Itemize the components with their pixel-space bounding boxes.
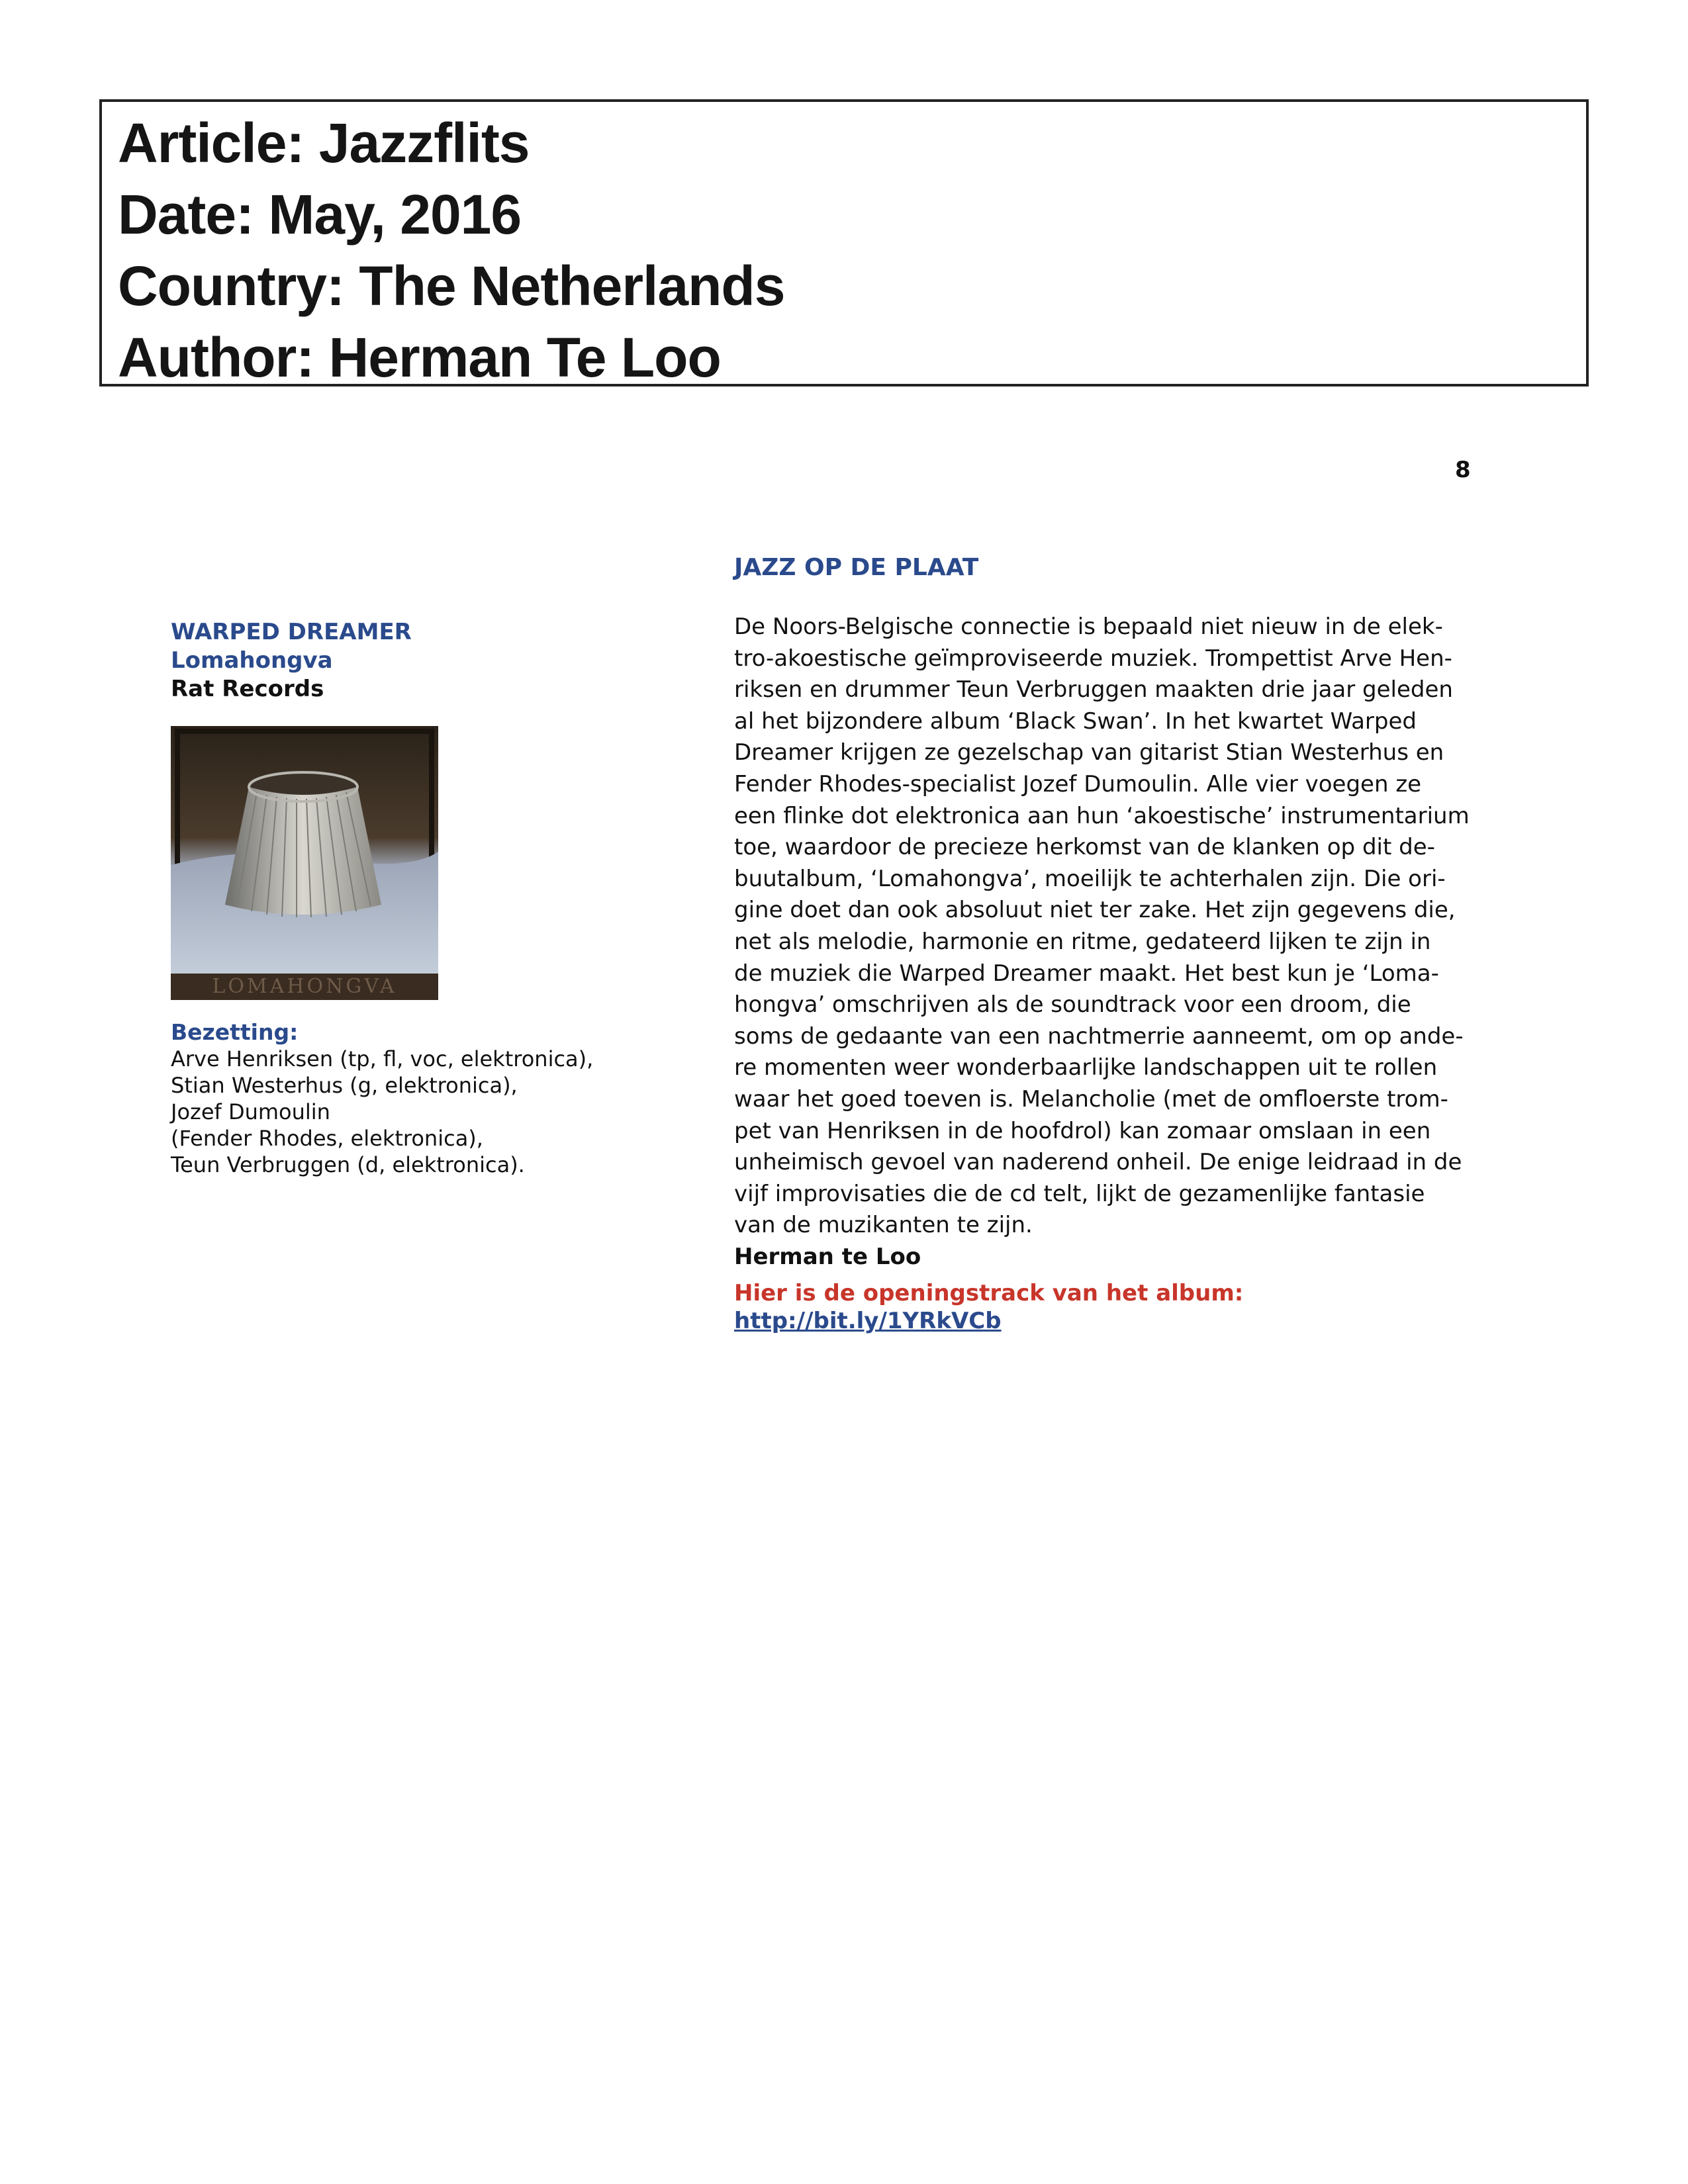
review-line: gine doet dan ook absoluut niet ter zake. Het zijn gegevens die, (734, 897, 1456, 924)
lineup-line: (Fender Rhodes, elektronica), (171, 1126, 483, 1151)
review-line: soms de gedaante van een nachtmerrie aanneemt, om op ande- (734, 1023, 1464, 1050)
review-line: unheimisch gevoel van naderend onheil. De enige leidraad in de (734, 1149, 1462, 1176)
review-line: tro-akoestische geïmproviseerde muziek. Trompettist Arve Hen- (734, 645, 1452, 672)
album-cover-artwork (171, 726, 438, 974)
review-body (734, 612, 1515, 1242)
album-title: Lomahongva (171, 647, 333, 674)
lineup-title: Bezetting: (171, 1019, 299, 1045)
album-cover-image (171, 726, 438, 1000)
review-line: van de muzikanten te zijn. (734, 1212, 1033, 1239)
review-line: toe, waardoor de precieze herkomst van de klanken op dit de- (734, 834, 1435, 861)
opening-track-callout: Hier is de openingstrack van het album: (734, 1279, 1244, 1306)
lineup (171, 1019, 674, 1178)
lineup-line: Stian Westerhus (g, elektronica), (171, 1073, 518, 1098)
article-header-box (99, 99, 1589, 387)
review-line: De Noors-Belgische connectie is bepaald niet nieuw in de elek- (734, 614, 1443, 640)
review-line: Fender Rhodes-specialist Jozef Dumoulin. Alle vier voegen ze (734, 770, 1422, 797)
review-line: Dreamer krijgen ze gezelschap van gitarist Stian Westerhus en (734, 739, 1444, 766)
lineup-line: Teun Verbruggen (d, elektronica). (171, 1152, 525, 1177)
header-country: Country: The Netherlands (118, 255, 785, 317)
author-signature: Herman te Loo (734, 1243, 921, 1270)
album-cover-title: LOMAHONGVA (171, 974, 438, 1000)
review-line: buutalbum, ‘Lomahongva’, moeilijk te achterhalen zijn. Die ori- (734, 865, 1446, 892)
record-label: Rat Records (171, 676, 324, 702)
review-line: pet van Henriksen in de hoofdrol) kan zomaar omslaan in een (734, 1117, 1431, 1144)
page-number: 8 (1455, 457, 1471, 483)
review-column (734, 553, 1515, 1335)
review-line: net als melodie, harmonie en ritme, gedateerd lijken te zijn in (734, 928, 1431, 955)
lineup-line: Arve Henriksen (tp, fl, voc, elektronica), (171, 1046, 594, 1071)
review-line: een flinke dot elektronica aan hun ‘akoestische’ instrumentarium (734, 802, 1470, 829)
review-line: riksen en drummer Teun Verbruggen maakten drie jaar geleden (734, 676, 1453, 704)
review-line: vijf improvisaties die de cd telt, lijkt de gezamenlijke fantasie (734, 1180, 1425, 1207)
review-line: hongva’ omschrijven als de soundtrack voor een droom, die (734, 991, 1411, 1019)
opening-track-link[interactable]: http://bit.ly/1YRkVCb (734, 1307, 1002, 1334)
review-line: al het bijzondere album ‘Black Swan’. In het kwartet Warped (734, 707, 1417, 735)
header-author: Author: Herman Te Loo (118, 326, 721, 388)
lineup-line: Jozef Dumoulin (171, 1099, 330, 1124)
section-heading: JAZZ OP DE PLAAT (734, 554, 979, 581)
album-info (171, 618, 674, 704)
header-date: Date: May, 2016 (118, 183, 522, 246)
review-line: de muziek die Warped Dreamer maakt. Het best kun je ‘Loma- (734, 960, 1439, 987)
album-artist: WARPED DREAMER (171, 619, 412, 645)
review-line: waar het goed toeven is. Melancholie (met de omfloerste trom- (734, 1085, 1448, 1113)
review-line: re momenten weer wonderbaarlijke landschappen uit te rollen (734, 1054, 1438, 1081)
header-article: Article: Jazzflits (118, 112, 530, 174)
